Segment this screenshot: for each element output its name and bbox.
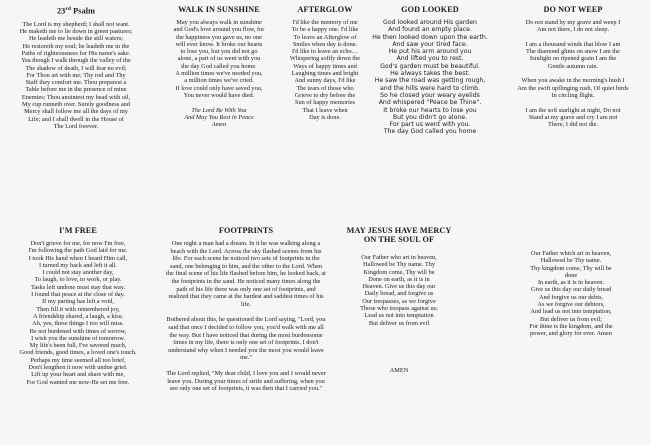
text-line: I took His hand when I heard Him call, bbox=[28, 254, 128, 262]
text-line: To be a happy one. I'd like bbox=[291, 26, 359, 34]
psalm-23-block bbox=[8, 5, 144, 130]
do-not-weep-title: DO NOT WEEP bbox=[543, 5, 603, 14]
text-line: If my parting has left a void, bbox=[42, 298, 114, 306]
text-line: In earth, as it is in heaven. bbox=[537, 279, 605, 287]
text-line: God looked around His garden bbox=[383, 19, 477, 26]
text-line: Whispering softly down the bbox=[289, 55, 361, 63]
walk-in-sunshine-closing bbox=[158, 107, 280, 129]
text-line: Don't grieve for me, for now I'm free, bbox=[30, 240, 126, 247]
text-line: Am the swift upflinging rush, Of quiet birds bbox=[517, 84, 629, 92]
text-line: I'd like the memory of me bbox=[292, 19, 358, 26]
text-line: For Thou art with me; Thy rod and Thy bbox=[26, 71, 126, 79]
afterglow-block bbox=[277, 5, 373, 121]
text-line: Our trespasses, as we forgive bbox=[362, 297, 436, 305]
text-line: Our Father which art in heaven, bbox=[530, 250, 612, 257]
text-line: It broke our hearts to lose you bbox=[383, 106, 477, 114]
do-not-weep-text bbox=[503, 19, 643, 128]
text-line: Those who trespass against us; bbox=[360, 305, 438, 313]
text-line: I wish you the sunshine of tomorrow. bbox=[31, 334, 125, 342]
afterglow-title: AFTERGLOW bbox=[297, 5, 353, 14]
afterglow-text bbox=[277, 19, 373, 121]
text-line: Stand at my grave and cry I am not bbox=[528, 113, 618, 121]
text-line: And lifted you to rest. bbox=[396, 55, 464, 63]
im-free-text bbox=[6, 240, 150, 386]
text-line: He saw the road was getting rough, bbox=[374, 77, 486, 85]
god-looked-title: GOD LOOKED bbox=[401, 5, 459, 14]
god-looked-block bbox=[366, 5, 494, 136]
text-line: Perhaps my time seemed all too brief, bbox=[30, 356, 126, 364]
text-line: I'm following the path God laid for me. bbox=[28, 247, 128, 255]
text-line: He then looked down upon the earth. bbox=[372, 33, 488, 41]
text-line: He always takes the best. bbox=[390, 70, 470, 78]
mercy-title: MAY JESUS HAVE MERCY ON THE SOUL OF bbox=[346, 226, 452, 244]
text-line: Good friends, good times, a loved one's touch. bbox=[19, 349, 137, 357]
text-line: My life's been full, I've savored much, bbox=[29, 342, 127, 350]
mercy-amen: AMEN bbox=[389, 366, 409, 374]
text-line: For God wanted me now-He set me free. bbox=[26, 378, 130, 386]
text-line: Laughing times and bright bbox=[291, 70, 359, 78]
text-line: Daily bread, and forgive us bbox=[364, 290, 434, 298]
footprints-block bbox=[166, 226, 326, 401]
text-line: And forgive us our debts, bbox=[538, 293, 604, 301]
text-line: done bbox=[564, 271, 578, 279]
text-line: The diamond glints on snow I am the bbox=[526, 48, 620, 56]
text-line: I found that peace at the close of day. bbox=[31, 291, 125, 299]
text-line: He restoreth my soul; he leadeth me in the bbox=[22, 42, 130, 50]
text-line: Table before me in the presence of mine bbox=[25, 86, 127, 94]
text-line: For thine is the kingdom, and the bbox=[529, 322, 613, 330]
do-not-weep-block bbox=[503, 5, 643, 128]
text-line: Ways of happy times and bbox=[293, 62, 357, 70]
text-line: The Lord forever. bbox=[53, 122, 99, 130]
text-line: and the hills were hard to climb. bbox=[379, 84, 481, 92]
text-line: Our Father who art in heaven, bbox=[361, 254, 437, 261]
text-line: Be not burdened with times of sorrow, bbox=[29, 327, 127, 335]
text-line: Sun of happy memories bbox=[295, 99, 355, 107]
text-line: Sunlight on ripened grain I am the bbox=[529, 55, 617, 63]
text-line: To laugh, to love, to work, or play. bbox=[34, 276, 122, 284]
text-line: A million times we've needed you, bbox=[175, 70, 263, 78]
text-line: To leave an Afterglow of bbox=[293, 33, 357, 41]
text-line: Mercy shall follow me all the days of my bbox=[24, 108, 128, 116]
text-line: The shadow of death, I will fear no evil; bbox=[25, 64, 127, 72]
text-line: He leadeth me beside the still waters; bbox=[28, 35, 124, 43]
footprints-text bbox=[166, 240, 326, 393]
text-line: Enemies; Thou anointest my head with oil, bbox=[21, 93, 131, 101]
text-line: Give us this day our daily bread bbox=[530, 286, 612, 294]
text-line: He put his arm around you bbox=[388, 48, 472, 56]
walk-in-sunshine-title: WALK IN SUNSHINE bbox=[178, 5, 260, 14]
text-line: But deliver us from evil; bbox=[540, 315, 602, 323]
text-line: Done on earth, as it is in bbox=[368, 275, 430, 283]
text-line: As we forgive our debtors, bbox=[537, 301, 605, 309]
text-line: And sunny days, I'd like bbox=[294, 77, 356, 85]
text-line: In circling flight. bbox=[551, 91, 595, 99]
text-line: A friendship shared, a laugh, a kiss; bbox=[33, 312, 123, 320]
text-line: Amen bbox=[211, 121, 227, 129]
text-line: to lose you, but you did not go bbox=[180, 48, 258, 56]
text-line: Hallowed be Thy name. Thy bbox=[363, 261, 435, 269]
text-line: Smiles when day is done. bbox=[292, 40, 358, 48]
god-looked-text bbox=[366, 19, 494, 136]
text-line: Paths of righteousness for His name's sake. bbox=[21, 49, 131, 57]
text-line: Am not there, I do not sleep. bbox=[536, 26, 610, 34]
text-line: I'd like to leave an echo… bbox=[291, 48, 358, 56]
text-line: And found an empty place. bbox=[388, 26, 472, 34]
text-line: My cup runneth over. Surely goodness and bbox=[22, 101, 130, 108]
footprints-paragraph: One night a man had a dream. In it he was walking along a beach with the Lord. Across the sky flashed scenes from his life. For each scene he noticed two sets of footprints in the sand, one belonging to him, and the other to the Lord. When the final scene of his life flashed before him, he looked back, at the footprints in the sand. He noticed many times along the path of his life there was only one set of footprints, and realized that they came at the hardest and saddest times of his life. bbox=[166, 240, 326, 308]
text-line: the happiness you gave us, no one bbox=[176, 33, 262, 41]
text-line: Kingdom come, Thy will be bbox=[363, 268, 435, 276]
text-line: So he closed your weary eyelids bbox=[380, 91, 480, 99]
text-line: Yea though I walk through the valley of the bbox=[21, 57, 131, 65]
text-line: God's garden must be beautiful. bbox=[380, 62, 480, 70]
text-line: alone, a part of us went with you bbox=[177, 55, 261, 63]
text-line: Tasks left undone must stay that way. bbox=[30, 283, 126, 291]
text-line: Don't lengthen it now with undue grief. bbox=[28, 364, 128, 372]
text-line: Day is done. bbox=[309, 113, 341, 121]
our-father-block bbox=[500, 250, 642, 338]
text-line: Thy kingdom come, Thy will be bbox=[530, 264, 612, 272]
text-line: Then fill it with remembered joy, bbox=[36, 305, 120, 313]
text-line: You never would have died. bbox=[183, 91, 255, 99]
text-line: And saw your tired face. bbox=[392, 40, 468, 48]
text-line: There, I did not die. bbox=[547, 121, 598, 129]
text-line: Do not stand by my grave and weep I bbox=[525, 19, 621, 26]
text-line: will ever know. It broke our hearts bbox=[175, 40, 263, 48]
text-line: the day God called you home. bbox=[181, 62, 257, 70]
text-line: But you didn't go alone. bbox=[392, 113, 468, 121]
walk-in-sunshine-text bbox=[158, 19, 280, 99]
text-line: Lift up your heart and share with me, bbox=[31, 371, 125, 379]
text-line: The Lord is my shepherd; I shall not want. bbox=[22, 20, 130, 28]
text-line: and God's love around you flow, for bbox=[173, 26, 265, 34]
text-line: I could not stay another day, bbox=[42, 269, 114, 277]
text-line: power, and glory for ever. Amen bbox=[530, 330, 612, 338]
text-line: The tears of those who bbox=[296, 84, 354, 92]
text-line: Life; and I shall dwell in the House of bbox=[28, 115, 124, 123]
text-line: Heaven. Give us this day our bbox=[362, 283, 436, 291]
text-line: Gentle autumn rain. bbox=[547, 62, 599, 70]
footprints-paragraph: The Lord replied, "My dear child, I love you and I would never leave you. During your times of strife and suffering, when you see only one set of footprints, it was then that I carried you." bbox=[166, 369, 326, 393]
text-line: I am a thousand winds that blow I am bbox=[525, 40, 621, 48]
text-line: I am the soft starlight at night, Do not bbox=[525, 106, 621, 114]
psalm-23-title: 23rd Psalm bbox=[56, 6, 96, 16]
im-free-block bbox=[6, 226, 150, 386]
text-line: Grieve to dry before the bbox=[294, 91, 356, 99]
text-line: I turned my back and left it all. bbox=[39, 261, 117, 269]
our-father-text bbox=[500, 250, 642, 338]
walk-in-sunshine-block bbox=[158, 5, 280, 128]
text-line: And whispered "Peace be Thine". bbox=[378, 99, 482, 107]
footprints-title: FOOTPRINTS bbox=[218, 226, 274, 235]
text-line: Ah, yes, these things I too will miss. bbox=[32, 320, 124, 328]
text-line: And lead us not into temptation, bbox=[530, 308, 612, 316]
text-line: The day God called you home bbox=[383, 128, 477, 136]
text-line: When you awake in the morning's hush I bbox=[521, 77, 625, 85]
text-line: The Lord Be With You bbox=[191, 106, 247, 114]
psalm-23-text bbox=[8, 21, 144, 130]
text-line: Lead us not into temptation bbox=[364, 312, 434, 320]
text-line: Hallowed be Thy name. bbox=[540, 257, 602, 265]
text-line: He maketh me to lie down in green pastures; bbox=[19, 28, 133, 36]
text-line: But deliver us from evil bbox=[368, 319, 430, 327]
mercy-block bbox=[328, 226, 470, 374]
text-line: For part us went with you. bbox=[389, 121, 471, 129]
mercy-prayer-text bbox=[328, 254, 470, 327]
text-line: May you always walk in sunshine bbox=[176, 19, 262, 26]
text-line: That I leave when bbox=[302, 106, 348, 114]
text-line: Staff they comfort me. Thou preparest a bbox=[25, 79, 127, 87]
footprints-paragraph: Bothered about this, he questioned the Lord saying, "Lord, you said that once I decided to follow you, you'd walk with me all the way. But I have noticed that during the most burdensome times in my life, there is only one set of footprints. I don't understand why when I needed you the most you would leave me." bbox=[166, 316, 326, 362]
text-line: a million times we've cried. bbox=[184, 77, 254, 85]
text-line: If love could only have saved you, bbox=[175, 84, 263, 92]
im-free-title: I'M FREE bbox=[59, 226, 97, 235]
text-line: And May You Rest in Peace bbox=[184, 113, 254, 121]
